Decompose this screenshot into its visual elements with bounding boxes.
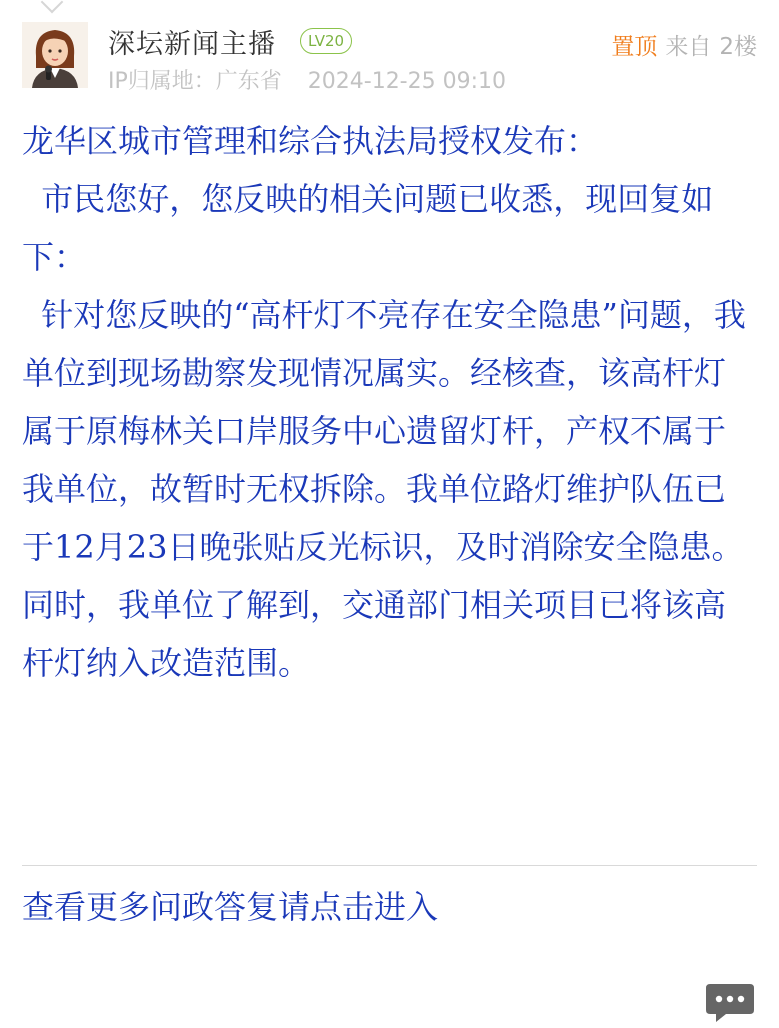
ip-location: IP归属地：广东省 xyxy=(108,69,282,94)
post-content xyxy=(22,112,757,692)
divider xyxy=(22,865,757,866)
level-badge: LV20 xyxy=(300,28,352,54)
username[interactable]: 深坛新闻主播 xyxy=(108,29,276,60)
post-datetime: 2024-12-25 09:10 xyxy=(307,69,507,94)
floor-number: 2楼 xyxy=(719,34,757,60)
post-header xyxy=(0,0,779,104)
more-replies-link[interactable]: 查看更多问政答复请点击进入 xyxy=(22,888,439,926)
comment-bubble-icon xyxy=(704,980,756,1024)
pinned-label: 置顶 xyxy=(611,34,658,60)
post-meta xyxy=(108,64,506,95)
content-paragraph: 市民您好，您反映的相关问题已收悉，现回复如下： xyxy=(22,180,714,276)
comment-button[interactable] xyxy=(704,980,756,1024)
post-tags xyxy=(611,28,757,61)
source-label: 来自 xyxy=(665,34,712,60)
avatar[interactable] xyxy=(22,22,88,88)
content-paragraph: 针对您反映的“高杆灯不亮存在安全隐患”问题，我单位到现场勘察发现情况属实。经核查，该高杆灯属于原梅林关口岸服务中心遗留灯杆，产权不属于我单位，故暂时无权拆除。我单位路灯维护队伍已于12月23日晚张贴反光标识，及时消除安全隐患。同时，我单位了解到，交通部门相关项目已将该高杆灯纳入改造范围。 xyxy=(22,296,746,682)
content-paragraph: 龙华区城市管理和综合执法局授权发布： xyxy=(22,122,599,160)
news-anchor-avatar-icon xyxy=(22,22,88,88)
